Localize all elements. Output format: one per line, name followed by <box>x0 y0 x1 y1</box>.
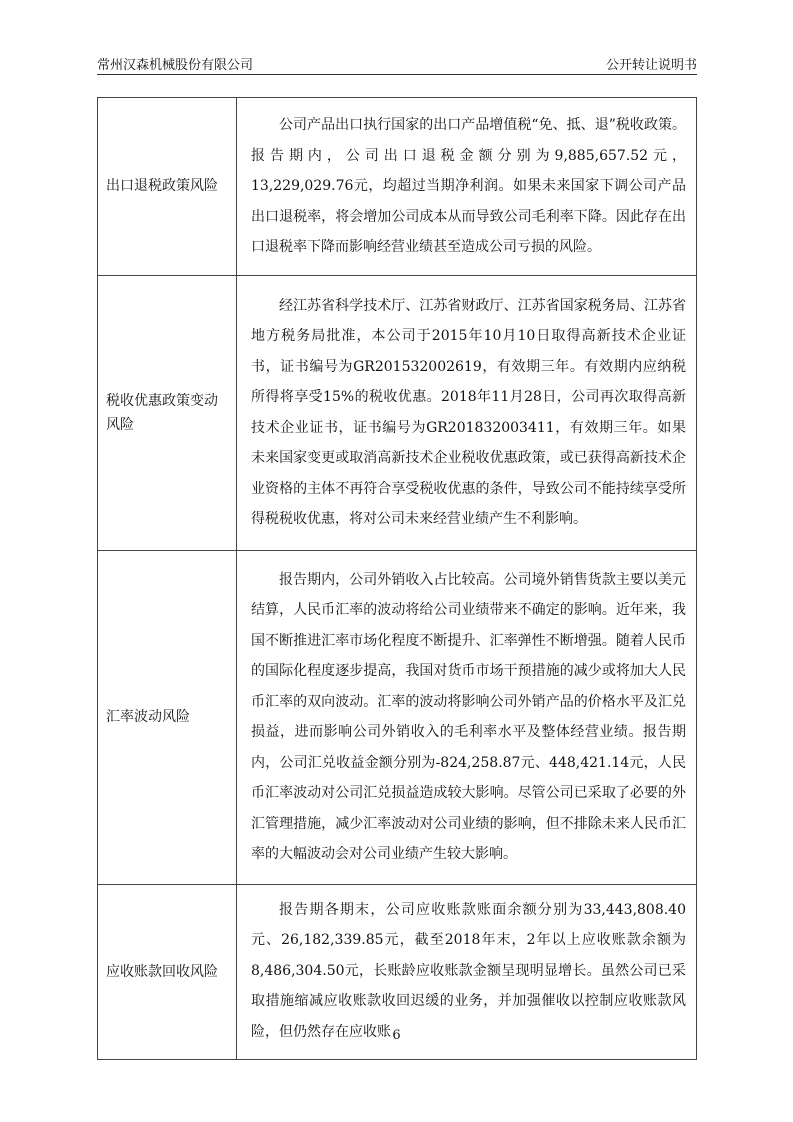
risk-name: 税收优惠政策变动风险 <box>98 275 237 550</box>
page-number: 6 <box>392 1028 401 1043</box>
risk-description: 报告期各期末，公司应收账款账面余额分别为33,443,808.40元、26,182,339.85元，截至2018年末，2年以上应收账款余额为8,486,304.50元，长账龄应收账款金额呈现明显增长。虽然公司已采取措施缩减应收账款收回迟缓的业务，并加强催收以控制应收账款风险，但仍然存在应收账 <box>237 884 697 1060</box>
table-row <box>98 98 697 276</box>
risk-description: 公司产品出口执行国家的出口产品增值税“免、抵、退”税收政策。报告期内，公司出口退税金额分别为9,885,657.52元，13,229,029.76元，均超过当期净利润。如果未来国家下调公司产品出口退税率，将会增加公司成本从而导致公司毛利率下降。因此存在出口退税率下降而影响经营业绩甚至造成公司亏损的风险。 <box>237 98 697 276</box>
risk-name: 出口退税政策风险 <box>98 98 237 276</box>
page-header <box>97 52 697 72</box>
company-name: 常州汉森机械股份有限公司 <box>97 58 254 73</box>
header-divider <box>97 74 697 75</box>
risk-description: 经江苏省科学技术厅、江苏省财政厅、江苏省国家税务局、江苏省地方税务局批准，本公司于2015年10月10日取得高新技术企业证书，证书编号为GR201532002619，有效期三年。有效期内应纳税所得将享受15%的税收优惠。2018年11月28日，公司再次取得高新技术企业证书，证书编号为GR201832003411，有效期三年。如果未来国家变更或取消高新技术企业税收优惠政策，或已获得高新技术企业资格的主体不再符合享受税收优惠的条件，导致公司不能持续享受所得税税收优惠，将对公司未来经营业绩产生不利影响。 <box>237 275 697 550</box>
table-row <box>98 550 697 884</box>
risk-description: 报告期内，公司外销收入占比较高。公司境外销售货款主要以美元结算，人民币汇率的波动将给公司业绩带来不确定的影响。近年来，我国不断推进汇率市场化程度不断提升、汇率弹性不断增强。随着人民币的国际化程度逐步提高，我国对货币市场干预措施的减少或将加大人民币汇率的双向波动。汇率的波动将影响公司外销产品的价格水平及汇兑损益，进而影响公司外销收入的毛利率水平及整体经营业绩。报告期内，公司汇兑收益金额分别为-824,258.87元、448,421.14元，人民币汇率波动对公司汇兑损益造成较大影响。尽管公司已采取了必要的外汇管理措施，减少汇率波动对公司业绩的影响，但不排除未来人民币汇率的大幅波动会对公司业绩产生较大影响。 <box>237 550 697 884</box>
table-row <box>98 275 697 550</box>
risk-table <box>97 97 697 1060</box>
document-title: 公开转让说明书 <box>605 58 697 73</box>
risk-name: 汇率波动风险 <box>98 550 237 884</box>
risk-name: 应收账款回收风险 <box>98 884 237 1060</box>
